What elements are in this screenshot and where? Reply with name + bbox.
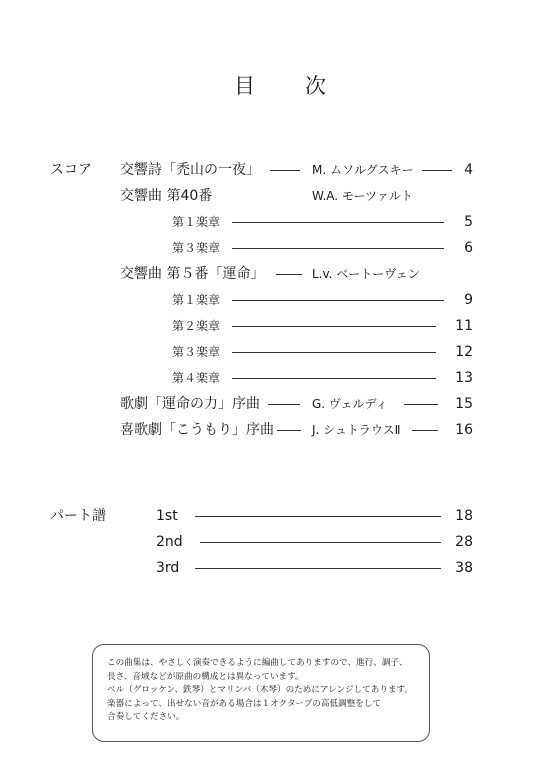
toc-page-number: 4 (464, 162, 473, 178)
note-line: ベル（グロッケン、鉄琴）とマリンバ（木琴）のためにアレンジしてあります。 (107, 685, 414, 695)
leader-line (268, 404, 300, 405)
toc-page-number: 6 (464, 240, 473, 256)
leader-line (195, 516, 441, 517)
toc-entry[interactable] (0, 316, 473, 336)
toc-entry[interactable] (0, 238, 473, 258)
toc-entry[interactable] (0, 160, 473, 180)
toc-movement-title: 第３楽章 (172, 241, 221, 255)
score-section-label: スコア (50, 162, 92, 178)
toc-entry[interactable] (0, 342, 473, 362)
note-line: 楽器によって、出せない音がある場合は１オクターブの高低調整をして (107, 698, 382, 709)
toc-work-title: 交響曲 第５番「運命」 (120, 266, 265, 282)
toc-entry[interactable] (0, 368, 473, 388)
toc-page-number: 11 (455, 318, 473, 334)
leader-line (232, 326, 436, 327)
leader-line (232, 248, 444, 249)
leader-line (232, 300, 444, 301)
leader-line (232, 222, 444, 223)
toc-page-number: 9 (464, 292, 473, 308)
toc-entry[interactable] (0, 264, 473, 284)
toc-entry[interactable] (0, 506, 473, 526)
note-box (92, 644, 430, 742)
note-line: 合奏してください。 (107, 712, 185, 722)
toc-part-title: 1st (156, 508, 178, 524)
toc-movement-title: 第２楽章 (172, 319, 221, 333)
toc-entry[interactable] (0, 290, 473, 310)
toc-entry[interactable] (0, 186, 473, 206)
title-char-2: 次 (305, 74, 326, 98)
toc-page-number: 13 (455, 370, 473, 386)
toc-page-number: 28 (455, 534, 473, 550)
toc-page-number: 12 (455, 344, 473, 360)
page-title (0, 70, 560, 100)
toc-entry[interactable] (0, 420, 473, 440)
toc-page-number: 18 (455, 508, 473, 524)
leader-line (412, 430, 438, 431)
leader-line (270, 170, 300, 171)
toc-work-title: 交響詩「禿山の一夜」 (120, 162, 260, 178)
toc-entry[interactable] (0, 394, 473, 414)
leader-line (422, 170, 452, 171)
toc-composer: L.v. ベートーヴェン (312, 267, 420, 281)
toc-movement-title: 第１楽章 (172, 215, 221, 229)
toc-movement-title: 第３楽章 (172, 345, 221, 359)
toc-movement-title: 第４楽章 (172, 371, 221, 385)
toc-movement-title: 第１楽章 (172, 293, 221, 307)
toc-entry[interactable] (0, 212, 473, 232)
toc-composer: M. ムソルグスキー (312, 163, 414, 177)
toc-part-title: 3rd (156, 560, 180, 576)
toc-composer: J. シュトラウスⅡ (312, 423, 401, 437)
toc-work-title: 喜歌劇「こうもり」序曲 (120, 422, 274, 438)
leader-line (277, 430, 301, 431)
leader-line (195, 568, 441, 569)
toc-work-title: 交響曲 第40番 (120, 188, 213, 204)
parts-section-label: パート譜 (50, 508, 106, 524)
leader-line (276, 274, 302, 275)
toc-page-number: 38 (455, 560, 473, 576)
toc-part-title: 2nd (156, 534, 183, 550)
leader-line (200, 542, 441, 543)
leader-line (404, 404, 438, 405)
toc-entry[interactable] (0, 532, 473, 552)
toc-page-number: 5 (464, 214, 473, 230)
toc-composer: W.A. モーツァルト (312, 189, 413, 203)
note-line: 長さ、音域などが原曲の構成とは異なっています。 (107, 671, 304, 682)
toc-work-title: 歌劇「運命の力」序曲 (120, 396, 260, 412)
leader-line (232, 378, 436, 379)
toc-entry[interactable] (0, 558, 473, 578)
toc-composer: G. ヴェルディ (312, 397, 388, 411)
toc-page-number: 16 (455, 422, 473, 438)
title-char-1: 目 (234, 74, 255, 98)
toc-page-number: 15 (455, 396, 473, 412)
note-line: この曲集は、やさしく演奏できるように編曲してありますので、進行、調子、 (107, 658, 408, 668)
leader-line (232, 352, 436, 353)
